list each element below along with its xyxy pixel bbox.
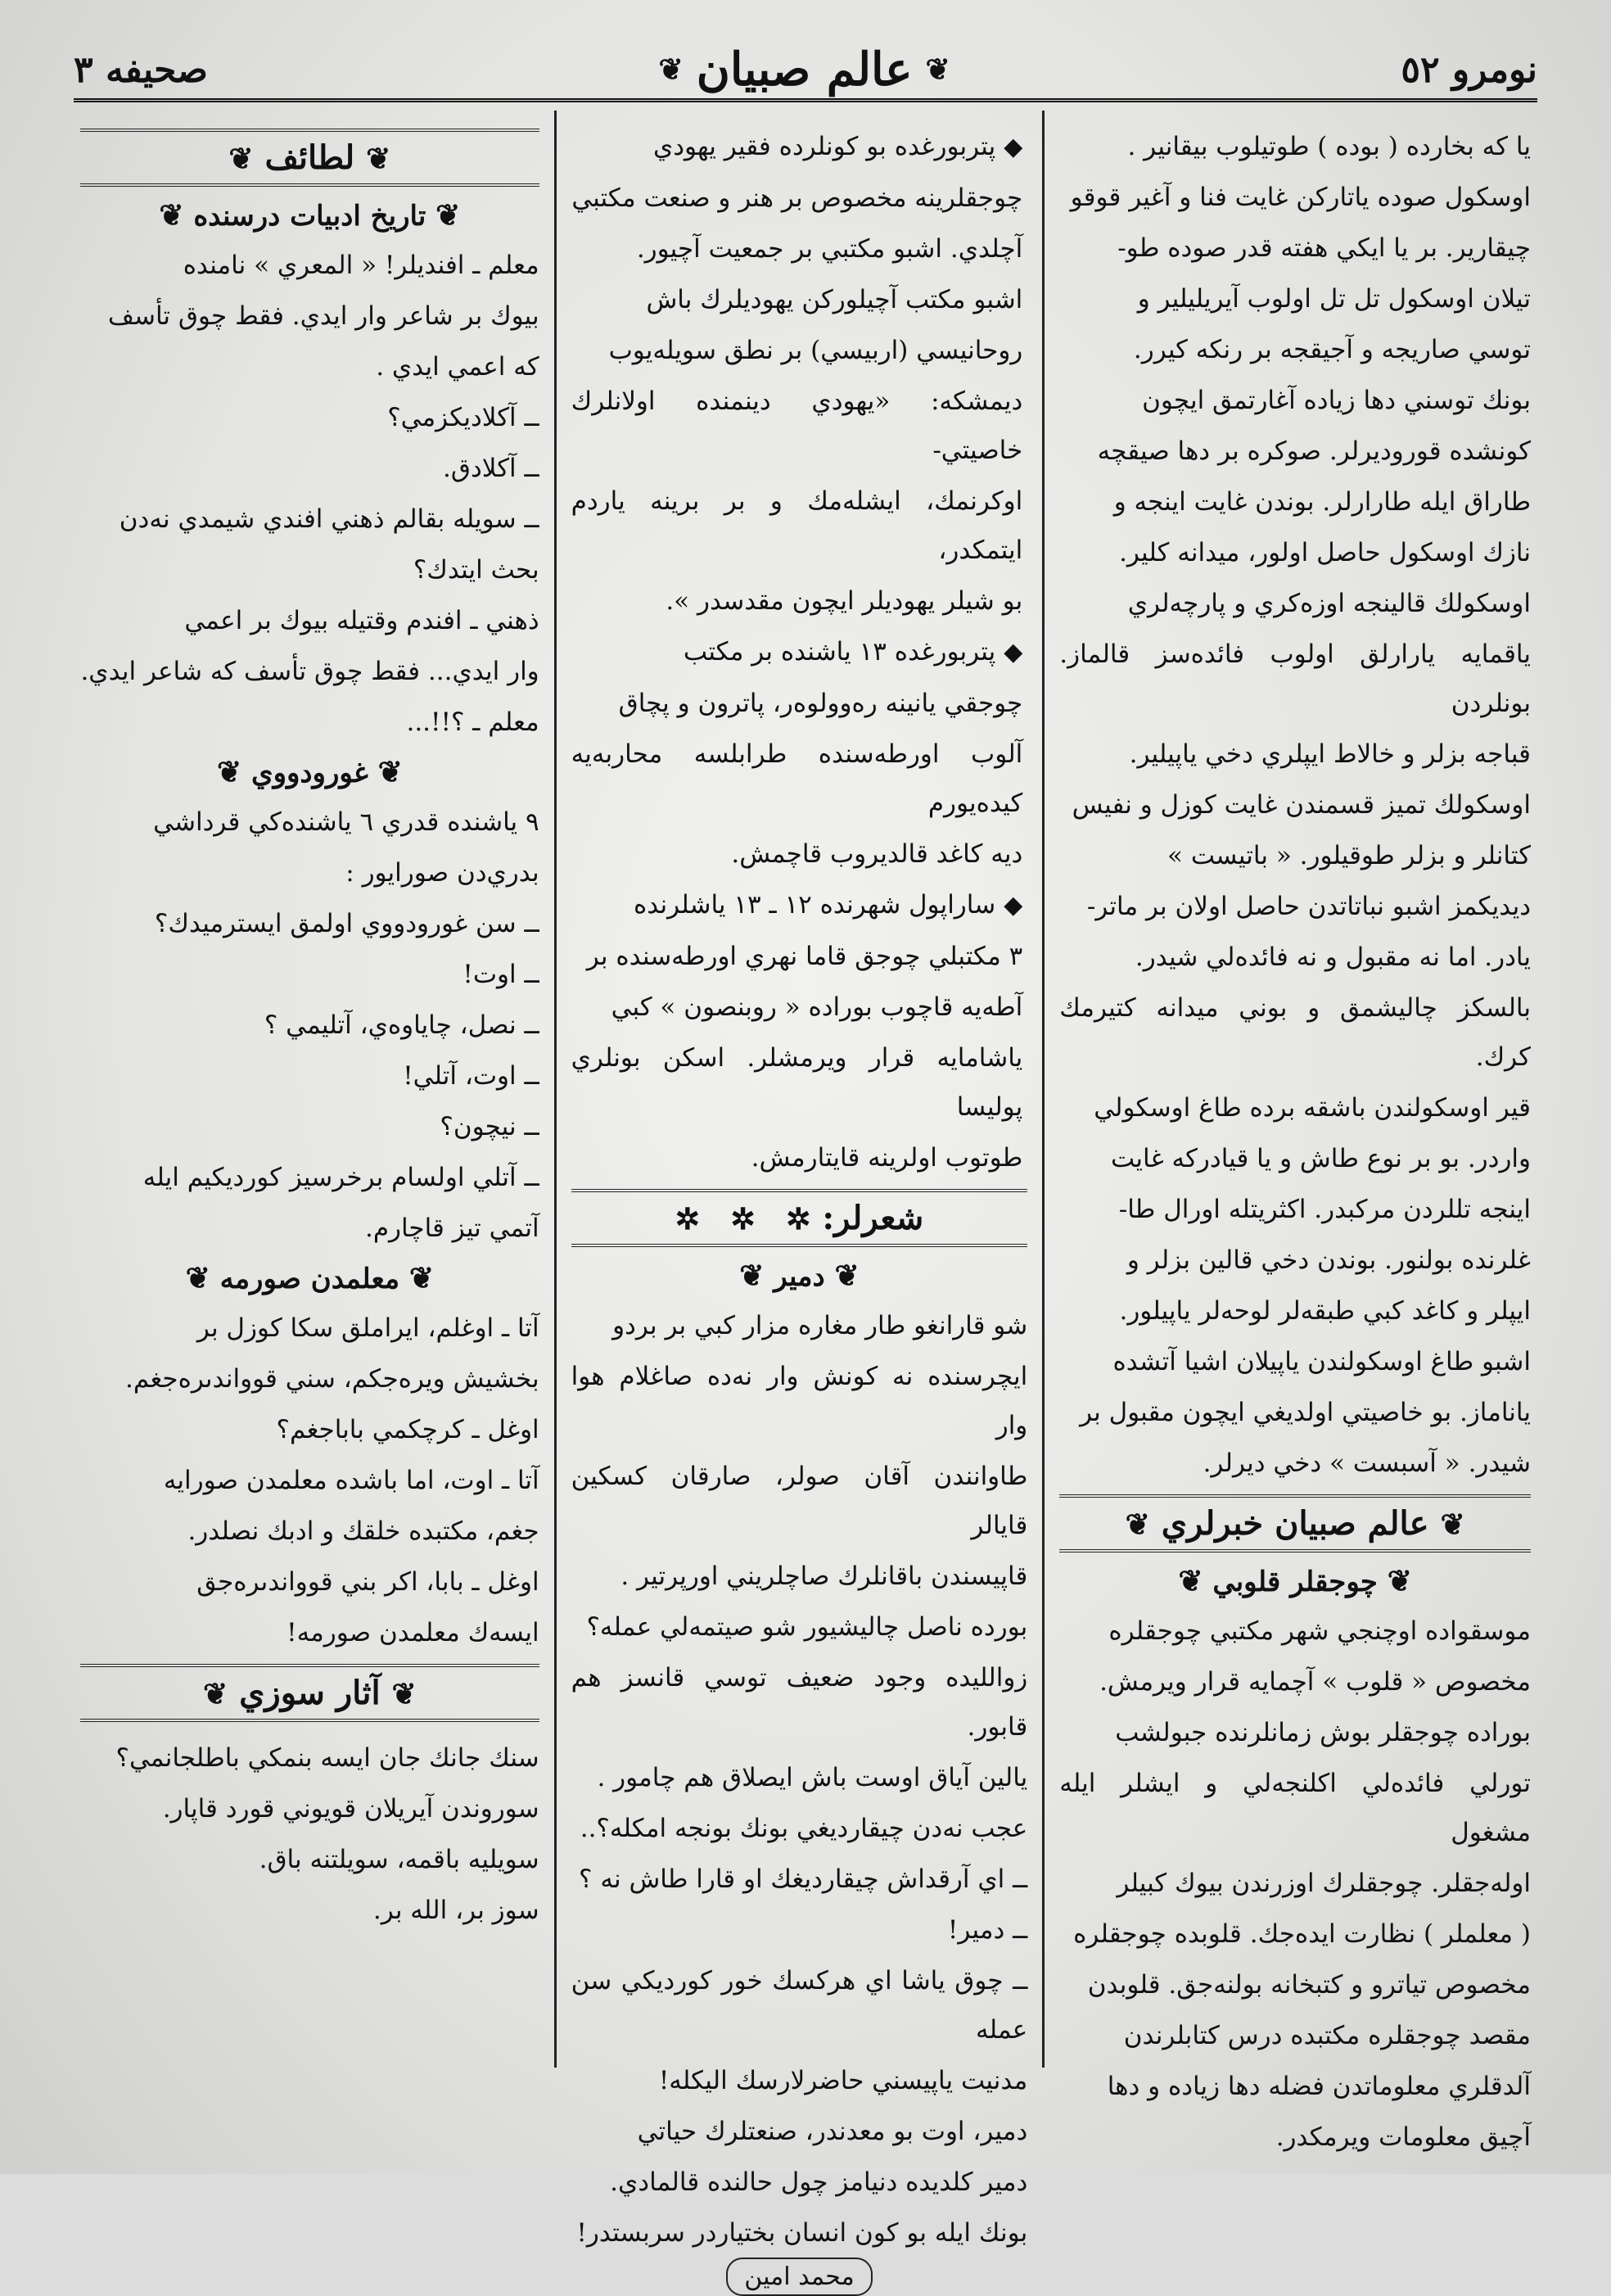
text-line: بونك توسني دها زياده آغارتمق ايچون — [1142, 386, 1531, 415]
jokes-section-title: لطائف — [264, 138, 355, 177]
text-line: بوراده چوجقلر بوش زمانلرنده جبولشب — [1115, 1718, 1531, 1747]
star-icon: ✲ ✲ ✲ — [675, 1202, 811, 1236]
text-line: اشبو مكتب آچيلوركن يهوديلرك باش — [646, 285, 1023, 314]
ornament-icon: ❦ — [1440, 1507, 1465, 1542]
left-column — [65, 111, 554, 2068]
ornament-icon: ❦ — [228, 142, 254, 176]
joke-subheading-text: معلمدن صورمه — [219, 1263, 400, 1295]
poem-line: شو قارانغو طار مغاره مزار كبي بر بردو — [612, 1311, 1028, 1340]
text-line: آچيق معلومات ويرمكدر. — [1275, 2122, 1531, 2152]
joke-subheading — [80, 755, 539, 789]
poem-body — [571, 1301, 1028, 2258]
diamond-icon: ◆ — [1004, 133, 1023, 161]
text-line: بدري‌دن صورايور : — [345, 858, 539, 888]
text-line: اوله‌جقلر. چوجقلرك اوزرندن بيوك كبيلر — [1117, 1869, 1531, 1898]
ornament-icon: ❦ — [159, 198, 184, 233]
ornament-icon: ❦ — [435, 198, 461, 233]
text-line: ديه كاغد قالديروب قاچمش. — [731, 839, 1023, 869]
text-line: ــ سن غورودووي اولمق ايسترميدك؟ — [154, 909, 539, 938]
ornament-icon: ❦ — [658, 52, 684, 87]
page-number: صحيفه ٣ — [74, 48, 208, 91]
ornament-icon: ❦ — [391, 1677, 417, 1711]
text-line: اشبو طاغ اوسكولندن ياپيلان اشيا آتشده — [1112, 1347, 1531, 1376]
text-line: اوسكولك قالينجه اوزه‌كري و پارچه‌لري — [1127, 589, 1531, 618]
ornament-icon: ❦ — [834, 1259, 860, 1293]
text-line: كتانلر و بزلر طوقيلور. « باتيست » — [1167, 841, 1531, 870]
text-line: ٩ ياشنده قدري ٦ ياشنده‌كي قرداشي — [153, 807, 539, 837]
ornament-icon: ❦ — [202, 1677, 228, 1711]
jokes-section-header — [80, 129, 539, 187]
text-line: آلوب اورطه‌سنده طرابلسه محاربه‌يه كيده‌يورم — [571, 739, 1023, 818]
ornament-icon: ❦ — [216, 755, 242, 789]
right-column — [1042, 111, 1546, 2152]
text-line: ياناماز. بو خاصيتي اولديغي ايچون مقبول بر — [1080, 1398, 1531, 1427]
text-line: ــ سويله بقالم ذهني افندي شيمدي نه‌دن — [119, 504, 539, 534]
text-line: نازك اوسكول حاصل اولور، ميدانه كلير. — [1119, 538, 1531, 567]
poems-section-header — [571, 1189, 1028, 1247]
poem-line: بونك ايله بو كون انسان بختياردر سربستدر! — [576, 2218, 1028, 2248]
news-section-header — [1059, 1494, 1531, 1553]
text-line: طاراق ايله طارارلر. بوندن غايت اينجه و — [1113, 487, 1531, 517]
poem-line: ــ اي آرقداش چيقارديغك او قارا طاش نه ؟ — [579, 1864, 1028, 1894]
text-line: ــ آكلادق. — [443, 454, 539, 483]
text-line: بحث ايتدك؟ — [413, 555, 539, 585]
text-line: چيقارير. بر يا ايكي هفته قدر صوده طو- — [1117, 233, 1531, 263]
ornament-icon: ❦ — [1125, 1507, 1150, 1542]
text-line: طوتوب اولرينه قايتارمش. — [751, 1143, 1023, 1173]
text-line: سوروندن آيريلان قويوني قورد قاپار. — [162, 1794, 539, 1824]
joke-subheading — [80, 198, 539, 233]
text-line: ــ آتلي اولسام برخرسيز كورديكيم ايله — [142, 1163, 539, 1192]
text-line: سنك جانك جان ايسه بنمكي باطلجانمي؟ — [115, 1743, 539, 1773]
proverbs-section-title: آثار سوزي — [239, 1674, 381, 1712]
cotton-article — [1059, 122, 1531, 1488]
text-line — [571, 627, 1023, 677]
text-line: ديمشكه: «يهودي دينمنده اولانلرك خاصيتي- — [571, 386, 1023, 465]
text-line: ــ نصل، چاياوەي، آتليمي ؟ — [264, 1010, 539, 1040]
text-line: ايپلر و كاغد كبي طبقه‌لر لوحه‌لر ياپيلور. — [1119, 1296, 1531, 1326]
ornament-icon: ❦ — [739, 1259, 765, 1293]
poem-line: يالين آياق اوست باش ايصلاق هم چامور . — [597, 1763, 1028, 1792]
joke-subheading — [80, 1261, 539, 1295]
poem-line: عجب نه‌دن چيقارديغي بونك بونجه امكله؟.. — [580, 1814, 1028, 1843]
text-line: چوجقلرينه مخصوص بر هنر و صنعت مكتبي — [571, 183, 1023, 213]
poem-line: طاوانندن آقان صولر، صارقان كسكين قايالر — [571, 1462, 1028, 1540]
newspaper-title — [659, 43, 950, 97]
text-line: وار ايدي... فقط چوق تأسف كه شاعر ايدي. — [80, 657, 539, 686]
text-line: بيوك بر شاعر وار ايدي. فقط چوق تأسف — [107, 301, 539, 331]
text-line: چوجقي يانينه رەوولوەر، پاترون و پچاق — [618, 689, 1023, 718]
text-line: ــ اوت، آتلي! — [403, 1061, 539, 1091]
text-line: آطه‌يه قاچوب بوراده « روبنصون » كبي — [611, 992, 1023, 1022]
text-line: سويليه باقمه، سويلتنه باق. — [259, 1845, 539, 1874]
poem-line: ــ چوق ياشا اي هركسك خور كورديكي سن عمله — [571, 1966, 1028, 2045]
ornament-icon: ❦ — [185, 1261, 210, 1295]
text-line: موسقواده اوچنجي شهر مكتبي چوجقلره — [1108, 1616, 1531, 1646]
poem-line: ايچرسنده نه كونش وار نه‌ده صاغلام هوا وار — [571, 1362, 1028, 1440]
text-line: آچلدي. اشبو مكتبي بر جمعيت آچيور. — [636, 234, 1023, 264]
text-line: يادر. اما نه مقبول و نه فائده‌لي شيدر. — [1135, 942, 1531, 972]
text-line: جغم، مكتبده خلقك و ادبك نصلدر. — [187, 1516, 539, 1546]
text-line: آتا ـ اوغلم، ايراملق سكا كوزل بر — [196, 1313, 539, 1343]
text-line: اوغل ـ كرچكمي باباجغم؟ — [276, 1415, 539, 1444]
poem-line: دمير، اوت بو معدندر، صنعتلرك حياتي — [637, 2117, 1028, 2146]
club-article — [1059, 1607, 1531, 2162]
ornament-icon: ❦ — [1178, 1564, 1203, 1598]
joke-subheading-text: تاريخ ادبيات درسنده — [193, 200, 426, 233]
text-line — [571, 122, 1023, 172]
text-line: تيلان اوسكول تل تل اولوب آيريليلير و — [1137, 284, 1531, 314]
news-subheading-text: چوجقلر قلوبي — [1212, 1566, 1378, 1598]
text-line: كونشده قوروديرلر. صوكره بر دها صيقچه — [1097, 436, 1531, 466]
text-line: ذهني ـ افندم وقتيله بيوك بر اعمي — [184, 606, 539, 635]
text-line: مخصوص تياترو و كتبخانه بولنه‌جق. قلوبدن — [1087, 1970, 1531, 2000]
news-item — [571, 122, 1028, 626]
news-section-title: عالم صبيان خبرلري — [1161, 1504, 1429, 1543]
text-line: تورلي فائده‌لي اكلنجه‌لي و ايشلر ايله مشغول — [1059, 1769, 1531, 1847]
middle-column — [554, 111, 1043, 2291]
ornament-icon: ❦ — [377, 755, 403, 789]
text-line: ــ اوت! — [463, 960, 539, 989]
text-line: سوز بر، الله بر. — [372, 1896, 539, 1925]
proverbs-section-header — [80, 1664, 539, 1722]
text-line: آلدقلري معلوماتدن فضله دها زياده و دها — [1107, 2072, 1531, 2101]
text-line: بخشيش ويره‌جكم، سني قوواندىره‌جغم. — [124, 1364, 539, 1394]
text-line: روحانيسي (اربيسي) بر نطق سويله‌يوب — [608, 336, 1023, 365]
title-text: عالم صبيان — [696, 43, 913, 97]
news-item — [571, 627, 1028, 879]
poem-title-text: دمير — [774, 1260, 825, 1293]
text-line: آتا ـ اوت، اما باشده معلمدن صورايه — [163, 1466, 539, 1495]
text-line: آتمي تيز قاچارم. — [364, 1214, 539, 1243]
text-line: مخصوص « قلوب » آچمايه قرار ويرمش. — [1099, 1667, 1531, 1697]
poem-line: زوالليده وجود ضعيف توسي قانسز هم قابور. — [571, 1663, 1028, 1742]
columns — [65, 111, 1546, 2291]
poem-line: قاپيسندن باقانلرك صاچلريني اورپرتير . — [620, 1562, 1028, 1591]
text-line: ايسه‌ك معلمدن صورمه! — [287, 1618, 539, 1647]
text-line: ــ آكلاديكزمي؟ — [387, 403, 539, 432]
issue-number: نومرو ٥٢ — [1401, 48, 1537, 91]
news-subheading — [1059, 1564, 1531, 1598]
text-line: بالسكز چاليشمق و بوني ميدانه كتيرمك كرك. — [1059, 993, 1531, 1072]
joke-subheading-text: غورودووي — [250, 757, 368, 789]
text-line: معلم ـ افنديلر! « المعري » نامنده — [183, 251, 539, 280]
poem-title — [571, 1259, 1028, 1293]
text-line: اوسكولك تميز قسمندن غايت كوزل و نفيس — [1072, 790, 1531, 820]
text-line: شيدر. « آسبست » دخي ديرلر. — [1203, 1449, 1531, 1478]
ornament-icon: ❦ — [366, 142, 391, 176]
text-line: ساراپول شهرنده ١٢ ـ ١٣ ياشلرنده — [633, 890, 996, 920]
text-line: مقصد چوجقلره مكتبده درس كتابلرندن — [1123, 2021, 1531, 2050]
text-line: غلرنده بولنور. بوندن دخي قالين بزلر و — [1126, 1245, 1531, 1275]
diamond-icon: ◆ — [1004, 891, 1023, 920]
text-line: توسي صاريجه و آجيقجه بر رنكه كيرر. — [1133, 335, 1531, 364]
text-line: بو شيلر يهوديلر ايچون مقدسدر ». — [666, 586, 1023, 616]
masthead — [74, 41, 1537, 102]
text-line: پتربورغده بو كونلرده فقير يهودي — [652, 132, 996, 161]
poem-author — [571, 2262, 1028, 2291]
poems-section-title: شعرلر: — [822, 1199, 924, 1237]
text-line: ديديكمز اشبو نباتاتدن حاصل اولان بر ماتر- — [1086, 892, 1531, 921]
text-line — [571, 880, 1023, 930]
text-line: ياقمايه يارارلق اولوب فائده‌سز قالماز. بونلردن — [1059, 640, 1531, 718]
text-line: اوكرنمك، ايشله‌مك و بر برينه ياردم ايتمكدر، — [571, 486, 1023, 565]
text-line: اوسكول صوده ياتاركن غايت فنا و آغير قوقو — [1070, 183, 1531, 212]
text-line: پتربورغده ١٣ ياشنده بر مكتب — [683, 637, 996, 667]
ornament-icon: ❦ — [408, 1261, 435, 1295]
poem-line: ــ دمير! — [947, 1915, 1028, 1945]
ornament-icon: ❦ — [925, 52, 950, 87]
text-line: ــ نيچون؟ — [440, 1112, 539, 1141]
text-line: ( معلملر ) نظارت ايده‌جك. قلوبده چوجقلره — [1073, 1919, 1531, 1949]
text-line: ٣ مكتبلي چوجق قاما نهري اورطه‌سنده بر — [586, 942, 1023, 971]
text-line: يا كه بخارده ( بوده ) طوتيلوب بيقانير . — [1127, 132, 1531, 161]
text-line: ياشامايه قرار ويرمشلر. اسكن بونلري پوليسا — [571, 1043, 1023, 1122]
poem-line: دمير كلديده دنيامز چول حالنده قالمادي. — [610, 2167, 1028, 2197]
poem-line: بورده ناصل چاليشيور شو صيتمه‌لي عمله؟ — [586, 1612, 1028, 1642]
text-line: معلم ـ ؟!!... — [406, 707, 539, 737]
author-name: محمد امين — [726, 2258, 872, 2296]
text-line: اوغل ـ بابا، اكر بني قوواندىره‌جق — [196, 1567, 539, 1597]
text-line: قير اوسكولندن باشقه برده طاغ اوسكولي — [1094, 1093, 1531, 1123]
text-line: واردر. بو بر نوع طاش و يا قيادركه غايت — [1110, 1144, 1531, 1173]
text-line: قباجه بزلر و خالاط ايپلري دخي ياپيلير. — [1129, 739, 1531, 769]
news-item — [571, 880, 1028, 1182]
text-line: اينجه تللردن مركبدر. اكثريتله اورال طا- — [1118, 1195, 1531, 1224]
diamond-icon: ◆ — [1004, 638, 1023, 667]
poem-line: مدنيت ياپيسني حاضرلارسك اليكله! — [658, 2066, 1028, 2095]
text-line: كه اعمي ايدي . — [376, 352, 539, 382]
ornament-icon: ❦ — [1387, 1564, 1412, 1598]
